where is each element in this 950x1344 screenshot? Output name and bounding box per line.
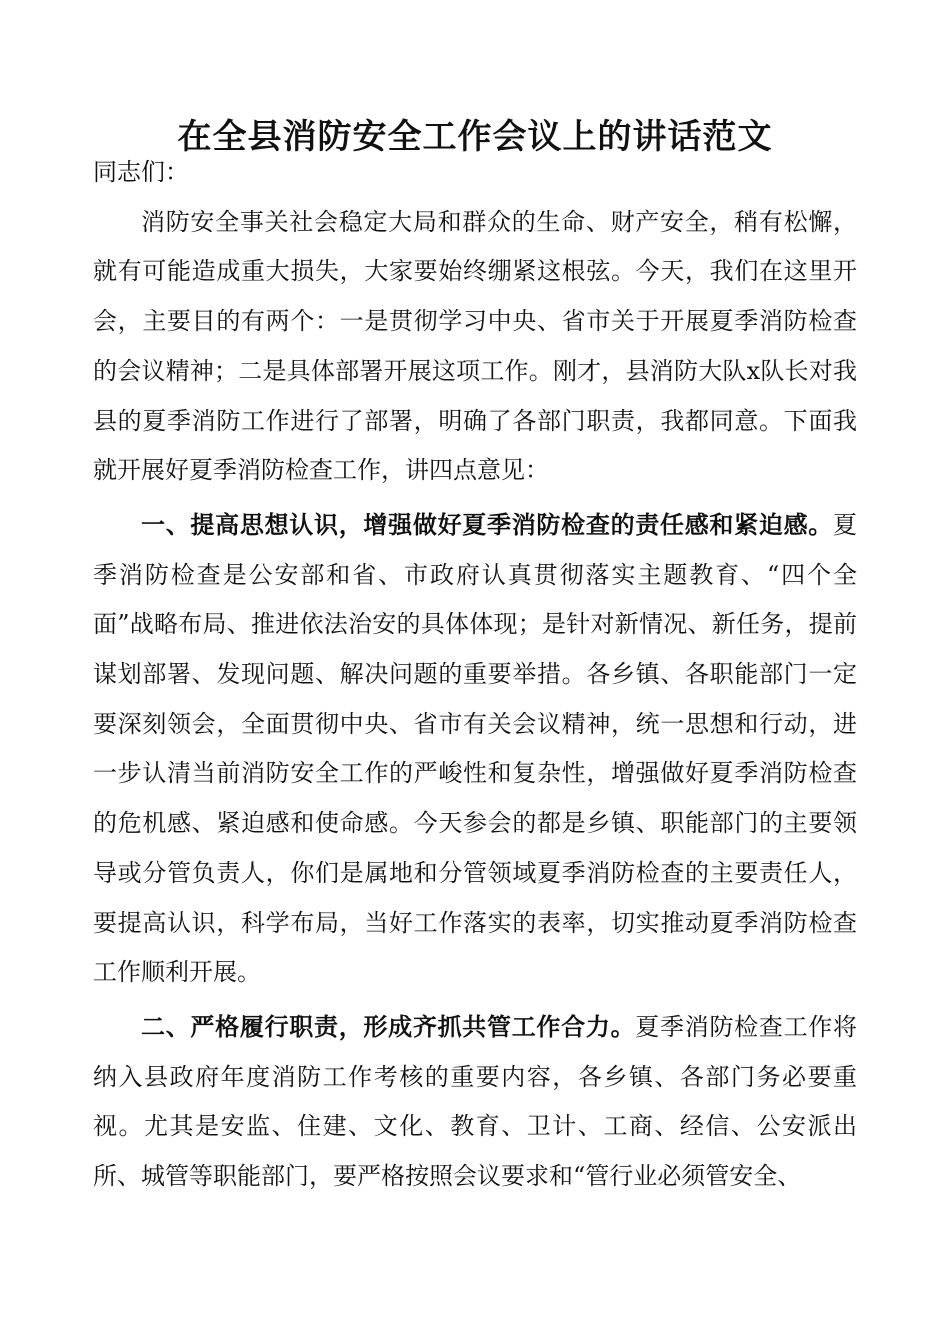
- section-2-paragraph: [93, 1002, 857, 1202]
- section-1-text: 夏季消防检查是公安部和省、市政府认真贯彻落实主题教育、“四个全面”战略布局、推进依法治安的具体体现；是针对新情况、新任务，提前谋划部署、发现问题、解决问题的重要举措。各乡镇、各职能部门一定要深刻领会，全面贯彻中央、省市有关会议精神，统一思想和行动，进一步认清当前消防安全工作的严峻性和复杂性，增强做好夏季消防检查的危机感、紧迫感和使命感。今天参会的都是乡镇、职能部门的主要领导或分管负责人，你们是属地和分管领域夏季消防检查的主要责任人，要提高认识，科学布局，当好工作落实的表率，切实推动夏季消防检查工作顺利开展。: [93, 510, 857, 987]
- document-body: [93, 148, 857, 1202]
- greeting: 同志们：: [93, 158, 189, 186]
- section-2-text: 夏季消防检查工作将纳入县政府年度消防工作考核的重要内容，各乡镇、各部门务必要重视。尤其是安监、住建、文化、教育、卫计、工商、经信、公安派出所、城管等职能部门，要严格按照会议要求和“管行业必须管安全、: [93, 1012, 858, 1191]
- section-1-heading: 一、提高思想认识，增强做好夏季消防检查的责任感和紧迫感。: [141, 509, 833, 539]
- document-title: 在全县消防安全工作会议上的讲话范文: [177, 117, 773, 157]
- intro-paragraph: 消防安全事关社会稳定大局和群众的生命、财产安全，稍有松懈，就有可能造成重大损失，大家要始终绷紧这根弦。今天，我们在这里开会，主要目的有两个：一是贯彻学习中央、省市关于开展夏季消防检查的会议精神；二是具体部署开展这项工作。刚才，县消防大队x队长对我县的夏季消防工作进行了部署，明确了各部门职责，我都同意。下面我就开展好夏季消防检查工作，讲四点意见：: [93, 207, 857, 485]
- section-2-heading: 二、严格履行职责，形成齐抓共管工作合力。: [141, 1011, 636, 1041]
- section-1-paragraph: [93, 500, 857, 998]
